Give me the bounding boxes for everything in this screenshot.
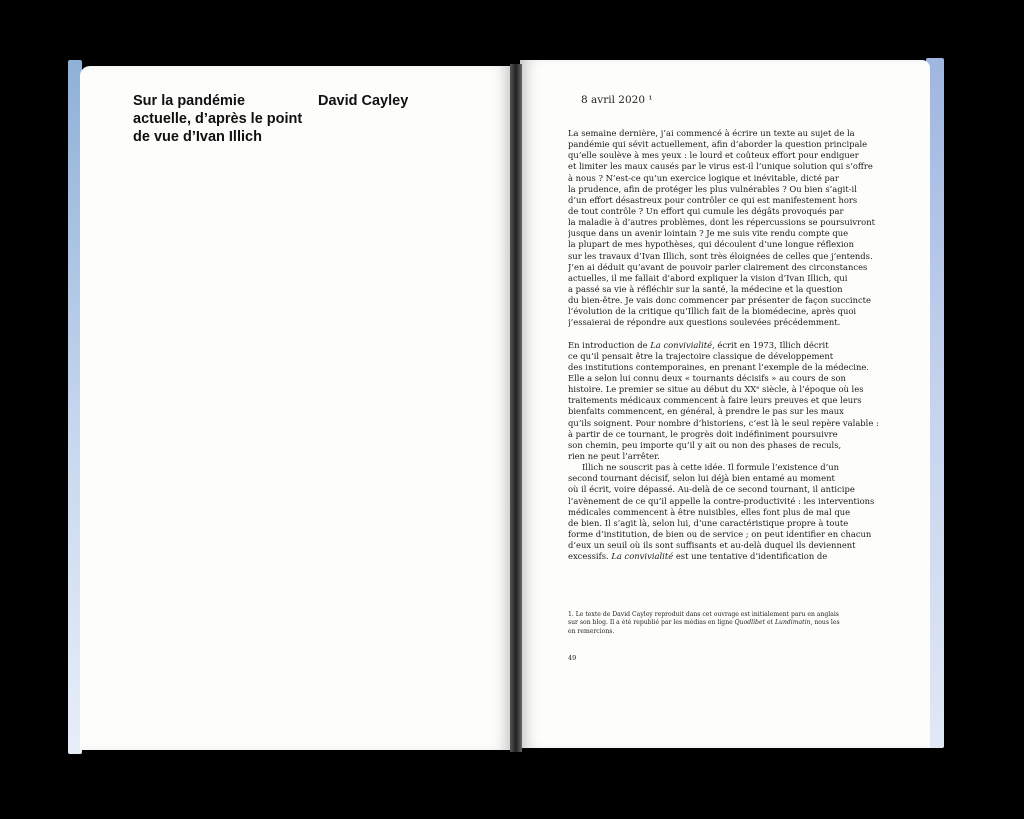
footnote <box>568 611 898 636</box>
page-number: 49 <box>568 654 577 662</box>
body-line: la prudence, afin de protéger les plus vulnérables ? Ou bien s’agit-il <box>568 183 857 194</box>
paragraph-3 <box>568 462 900 562</box>
body-line: qu’elle soulève à mes yeux : le lourd et coûteux effort pour endiguer <box>568 150 859 161</box>
body-line: rien ne peut l’arrêter. <box>568 450 660 461</box>
article-title <box>133 92 323 146</box>
body-line: la plupart de mes hypothèses, qui découlent d’une longue réflexion <box>568 239 854 250</box>
body-line: Elle a selon lui connu deux « tournants décisifs » au cours de son <box>568 372 846 383</box>
body-line: jusque dans un avenir lointain ? Je me suis vite rendu compte que <box>568 228 849 239</box>
body-line: actuelles, il me fallait d’abord expliquer la vision d’Ivan Illich, qui <box>568 272 848 283</box>
footnote-line: sur son blog. Il a été republié par les médias en ligne Quodlibet et Lundimatin, nous les <box>568 619 840 627</box>
body-line: second tournant décisif, selon lui déjà bien entamé au moment <box>568 473 835 484</box>
body-line: à nous ? N’est-ce qu’un exercice logique et inévitable, dicté par <box>568 172 839 183</box>
body-line: d’un effort désastreux pour contrôler ce qui est manifestement hors <box>568 194 858 205</box>
body-line: l’évolution de la critique qu’Illich fait de la biomédecine, après quoi <box>568 306 857 317</box>
body-line: sur les travaux d’Ivan Illich, sont très éloignées de celles que j’entends. <box>568 250 873 261</box>
footnote-line: 1. Le texte de David Cayley reproduit dans cet ouvrage est initialement paru en anglais <box>568 611 839 618</box>
title-line: actuelle, d’après le point <box>133 111 303 127</box>
body-line: excessifs. La convivialité est une tentative d’identification de <box>568 551 828 562</box>
body-line: l’avènement de ce qu’il appelle la contre-productivité : les interventions <box>568 495 875 506</box>
body-line: j’essaierai de répondre aux questions soulevées précédemment. <box>568 317 841 328</box>
body-text <box>568 128 900 562</box>
body-line: La semaine dernière, j’ai commencé à écrire un texte au sujet de la <box>568 128 855 138</box>
body-line: de tout contrôle ? Un effort qui cumule les dégâts provoqués par <box>568 205 844 216</box>
body-line: de bien. Il s’agit là, selon lui, d’une caractéristique propre à toute <box>568 517 849 528</box>
body-line: Illich ne souscrit pas à cette idée. Il formule l’existence d’un <box>582 462 840 473</box>
body-line: à partir de ce tournant, le progrès doit indéfiniment poursuivre <box>568 428 838 439</box>
article-date: 8 avril 2020 ¹ <box>581 94 653 106</box>
body-line: son chemin, peu importe qu’il y ait ou non des phases de reculs, <box>568 439 842 450</box>
paragraph-2 <box>568 340 900 463</box>
author-name: David Cayley <box>318 93 409 109</box>
body-line: En introduction de La convivialité, écrit en 1973, Illich décrit <box>568 339 829 350</box>
body-line: bienfaits commencent, en général, à prendre le pas sur les maux <box>568 406 844 417</box>
body-line: où il écrit, voire dépassé. Au-delà de ce second tournant, il anticipe <box>568 484 855 495</box>
body-line: la maladie à d’autres problèmes, dont les répercussions se poursuivront <box>568 217 875 228</box>
body-line: histoire. Le premier se situe au début du XXᵉ siècle, à l’époque où les <box>568 384 864 395</box>
body-line: forme d’institution, de bien ou de service ; on peut identifier en chacun <box>568 528 872 539</box>
body-line: a passé sa vie à réfléchir sur la santé, la médecine et la question <box>568 283 843 294</box>
body-line: traitements médicaux commencent à faire leurs preuves et que leurs <box>568 395 862 406</box>
body-line: J’en ai déduit qu’avant de pouvoir parler clairement des circonstances <box>568 261 868 272</box>
body-line: médicales commencent à être nuisibles, elles font plus de mal que <box>568 506 851 517</box>
title-line: Sur la pandémie <box>133 93 246 109</box>
left-page <box>80 66 512 750</box>
body-line: du bien-être. Je vais donc commencer par présenter de façon succincte <box>568 295 872 306</box>
body-line: d’eux un seuil où ils sont suffisants et au-delà duquel ils deviennent <box>568 540 856 551</box>
book-gutter <box>510 64 522 752</box>
title-line: de vue d’Ivan Illich <box>133 129 262 145</box>
body-line: des institutions contemporaines, en prenant l’exemple de la médecine. <box>568 361 869 372</box>
body-line: et limiter les maux causés par le virus est-il l’unique solution qui s’offre <box>568 161 873 172</box>
footnote-line: en remercions. <box>568 627 615 635</box>
body-line: pandémie qui sévit actuellement, afin d’aborder la question principale <box>568 139 868 150</box>
body-line: qu’ils soignent. Pour nombre d’historiens, c’est là le seul repère valable : <box>568 417 879 428</box>
paragraph-1 <box>568 128 900 329</box>
body-line: ce qu’il pensait être la trajectoire classique de développement <box>568 350 834 361</box>
